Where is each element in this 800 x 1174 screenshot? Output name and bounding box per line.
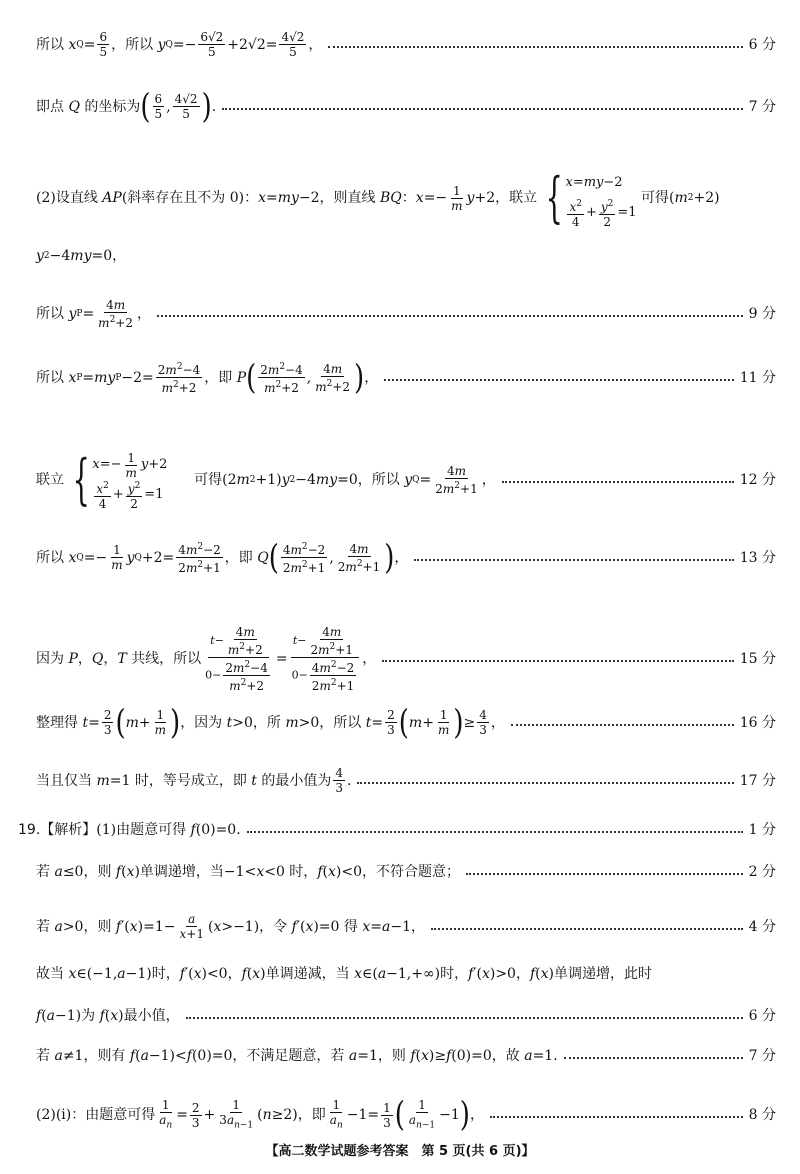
dot-leader	[357, 782, 733, 784]
answer-line	[36, 1095, 776, 1135]
dot-leader	[328, 46, 742, 48]
dot-leader	[431, 928, 743, 930]
dot-leader	[490, 1116, 743, 1118]
dot-leader	[414, 559, 733, 561]
answer-line	[18, 820, 776, 840]
line-text: y 2 −4 my =0，	[36, 248, 127, 264]
line-text: 故当 x ∈(−1, a −1)时， f ′( x )<0， f ( x )单调递减，当 x ∈( a −1,+∞)时， f ′( x )>0， f ( x )单调递增，此时	[36, 966, 652, 982]
score-label: 9 分	[748, 306, 776, 322]
score-label: 13 分	[739, 549, 776, 566]
dot-leader	[564, 1057, 743, 1059]
dot-leader	[511, 724, 734, 726]
dot-leader	[247, 831, 743, 833]
answer-line	[36, 246, 776, 266]
dot-leader	[502, 481, 734, 483]
dot-leader	[466, 873, 743, 875]
line-text: 整理得 t = $\frac{2}{3}$ ( m + $\frac{1}{m}$ ) ，因为 t >0，所 m >0，所以 t = $\frac{2}{3}$ ( m + $\frac{1}{m}$ ) ≥ $\frac{4}{3}$ ，	[36, 703, 505, 742]
line-text: 即点 Q 的坐标为 ( $\frac{6}{5}$ , $\frac{4√2}{5}$ ) .	[36, 87, 217, 126]
line-text: 19. 【解析】(1)由题意可得 f (0)=0.	[18, 822, 241, 838]
line-text: 当且仅当 m =1 时，等号成立，即 t 的最小值为 $\frac{4}{3}$ .	[36, 766, 352, 795]
answer-line	[36, 766, 776, 795]
answer-line	[36, 168, 776, 228]
score-label: 8 分	[748, 1107, 776, 1124]
score-label: 7 分	[748, 98, 776, 115]
line-text: 所以 x Q = $\frac{6}{5}$ ，所以 y Q =− $\frac{6√2}{5}$ +2√2= $\frac{4√2}{5}$ ，	[36, 30, 323, 59]
line-text: 若 a >0，则 f ′( x )=1− $\frac{a}{x+1}$ ( x >−1)，令 f ′( x )=0 得 x = a −1，	[36, 912, 425, 941]
answer-line	[36, 298, 776, 330]
line-text: (2)(i)：由题意可得 $\frac{1}{a_n}$ = $\frac{2}{3}$ + $\frac{1}{3a_{n-1}}$ ( n ≥2)，即 $\frac{1}{a_n}$ −1= $\frac{1}{3}$ ( $\frac{1}{a_{n-1}}$ −1 ) ，	[36, 1095, 484, 1135]
answer-line	[36, 1006, 776, 1026]
dot-leader	[157, 315, 743, 317]
score-label: 6 分	[748, 1008, 776, 1024]
line-text: 所以 x Q =− $\frac{1}{m}$ y Q +2= $\frac{4m^2-2}{2m^2+1}$ ，即 Q ( $\frac{4m^2-2}{2m^2+1}$ , $\frac{4m}{2m^2+1}$ ) ，	[36, 538, 409, 577]
score-label: 6 分	[748, 36, 776, 53]
score-label: 15 分	[739, 651, 776, 667]
dot-leader	[186, 1017, 743, 1019]
answer-line	[36, 964, 776, 984]
page-footer: 【高二数学试题参考答案 第 5 页(共 6 页)】	[265, 1144, 535, 1159]
score-label: 2 分	[748, 864, 776, 880]
line-text: (2)设直线 AP (斜率存在且不为 0)： x = my −2，则直线 BQ ： x =− $\frac{1}{m}$ y +2，联立 { x = my −2 $\frac{x^2}{4}$ + $\frac{y^2}{2}$ =1 可得( m 2 +2)	[36, 166, 720, 229]
answer-line	[36, 360, 776, 395]
answer-line	[36, 703, 776, 742]
score-label: 17 分	[739, 772, 776, 789]
line-text: 若 a ≠1，则有 f ( a −1)< f (0)=0，不满足题意，若 a =1，则 f ( x )≥ f (0)=0，故 a =1.	[36, 1048, 558, 1064]
line-text: f ( a −1)为 f ( x )最小值，	[36, 1008, 180, 1024]
score-label: 11 分	[739, 369, 776, 386]
dot-leader	[222, 108, 742, 110]
score-label: 16 分	[739, 714, 776, 731]
dot-leader	[382, 660, 733, 662]
answer-line	[36, 862, 776, 882]
score-label: 12 分	[739, 472, 776, 488]
score-label: 7 分	[748, 1048, 776, 1064]
score-label: 4 分	[748, 918, 776, 935]
answer-line	[36, 87, 776, 126]
score-label: 1 分	[748, 822, 776, 838]
answer-line	[36, 450, 776, 510]
answer-line	[36, 912, 776, 941]
answer-line	[36, 1046, 776, 1066]
dot-leader	[384, 379, 734, 381]
line-text: 所以 y P = $\frac{4m}{m^2+2}$ ，	[36, 298, 151, 330]
line-text: 因为 P ， Q ， T 共线，所以 t− $\frac{4m}{m^2+2}$ 0− $\frac{2m^2-4}{m^2+2}$ = t− $\frac{4m}{2m^2+1}$ 0− $\frac{4m^2-2}{2m^2+1}$ ，	[36, 625, 377, 693]
answer-line	[36, 30, 776, 59]
line-text: 若 a ≤0，则 f ( x )单调递增，当−1< x <0 时， f ( x )<0，不符合题意；	[36, 864, 460, 880]
line-text: 联立 { x =− $\frac{1}{m}$ y +2 $\frac{x^2}{4}$ + $\frac{y^2}{2}$ =1 可得(2 m 2 +1) y 2 −4 my =0，所以 y Q = $\frac{4m}{2m^2+1}$ ，	[36, 448, 496, 511]
answer-line	[36, 625, 776, 693]
line-text: 所以 x P = my P −2= $\frac{2m^2-4}{m^2+2}$ ，即 P ( $\frac{2m^2-4}{m^2+2}$ , $\frac{4m}{m^2+2}$ ) ，	[36, 358, 379, 397]
answer-line	[36, 540, 776, 575]
